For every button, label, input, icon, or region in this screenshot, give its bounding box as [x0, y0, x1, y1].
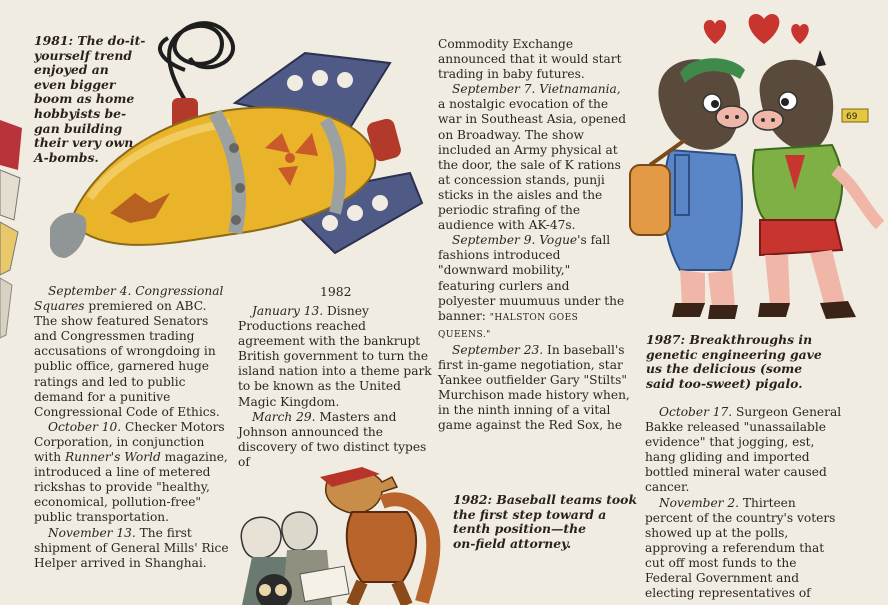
entry-oct-17: October 17. Surgeon General Bakke released "unassailable evidence" that jogging, est, hang gliding and imported bottled mineral water caused cancer.: [645, 405, 842, 495]
column-4: [645, 405, 845, 601]
column-1: [34, 284, 232, 571]
column-2: [238, 304, 434, 470]
entry-nov-2: November 2. Thirteen percent of the country's voters showed up at the polls, approving a referendum that cut off most funds to the Federal Government and electing representatives of: [645, 495, 836, 601]
column-3: [438, 37, 630, 433]
entry-baby-futures: Commodity Exchange announced that it would start trading in baby futures.: [438, 37, 622, 82]
entry-nov-13: November 13. The first shipment of General Mills' Rice Helper arrived in Shanghai.: [34, 525, 229, 570]
left-edge-illustration: [0, 110, 30, 340]
pig-ear-tag: 69: [846, 112, 858, 122]
entry-sept-4: September 4. Congressional Squares premiered on ABC. The show featured Senators and Congressmen trading accusations of wrongdoing in public office, garnered huge ratings and led to public demand for a punitive Congressional Code of Ethics.: [34, 284, 224, 419]
entry-jan-13: January 13. Disney Productions reached agreement with the bankrupt British government to turn the island nation into a theme park to be known as the United Magic Kingdom.: [238, 304, 432, 409]
entry-mar-29: March 29. Masters and Johnson announced the discovery of two distinct types of: [238, 409, 427, 469]
year-heading-1982: 1982: [320, 284, 352, 299]
caption-baseball: 1982: Baseball teams took the first step toward a tenth position—the on-field attorney.: [453, 492, 638, 551]
caption-a-bomb: 1981: The do-it- yourself trend enjoyed an even bigger boom as home hobbyists be- gan building their very own A-bombs.: [34, 33, 146, 165]
entry-oct-10: October 10. Checker Motors Corporation, in conjunction with Runner's World magazine, introduced a line of metered rickshas to provide "healthy, economical, pollution-free" public transportation.: [34, 419, 228, 525]
entry-sept-9: September 9. Vogue's fall fashions introduced "downward mobility," featuring curlers and polyester muumuus under the banner: "HALSTON GOES QUEENS.": [438, 233, 625, 340]
caption-pigalo: 1987: Breakthroughs in genetic engineering gave us the delicious (some said too-sweet) pigalo.: [646, 332, 822, 391]
entry-sept-23: September 23. In baseball's first in-game negotiation, star Yankee outfielder Gary "Stilts" Murchison made history when, in the ninth inning of a vital game against the Red Sox, he: [438, 342, 630, 433]
pigalo-illustration: [620, 45, 888, 335]
baseball-illustration: [232, 462, 452, 605]
entry-sept-7: September 7. Vietnamania, a nostalgic evocation of the war in Southeast Asia, opened on Broadway. The show included an Army physical at the door, the sale of K rations at concession stands, punji sticks in the aisles and the periodic strafing of the audience with AK-47s.: [438, 82, 626, 233]
